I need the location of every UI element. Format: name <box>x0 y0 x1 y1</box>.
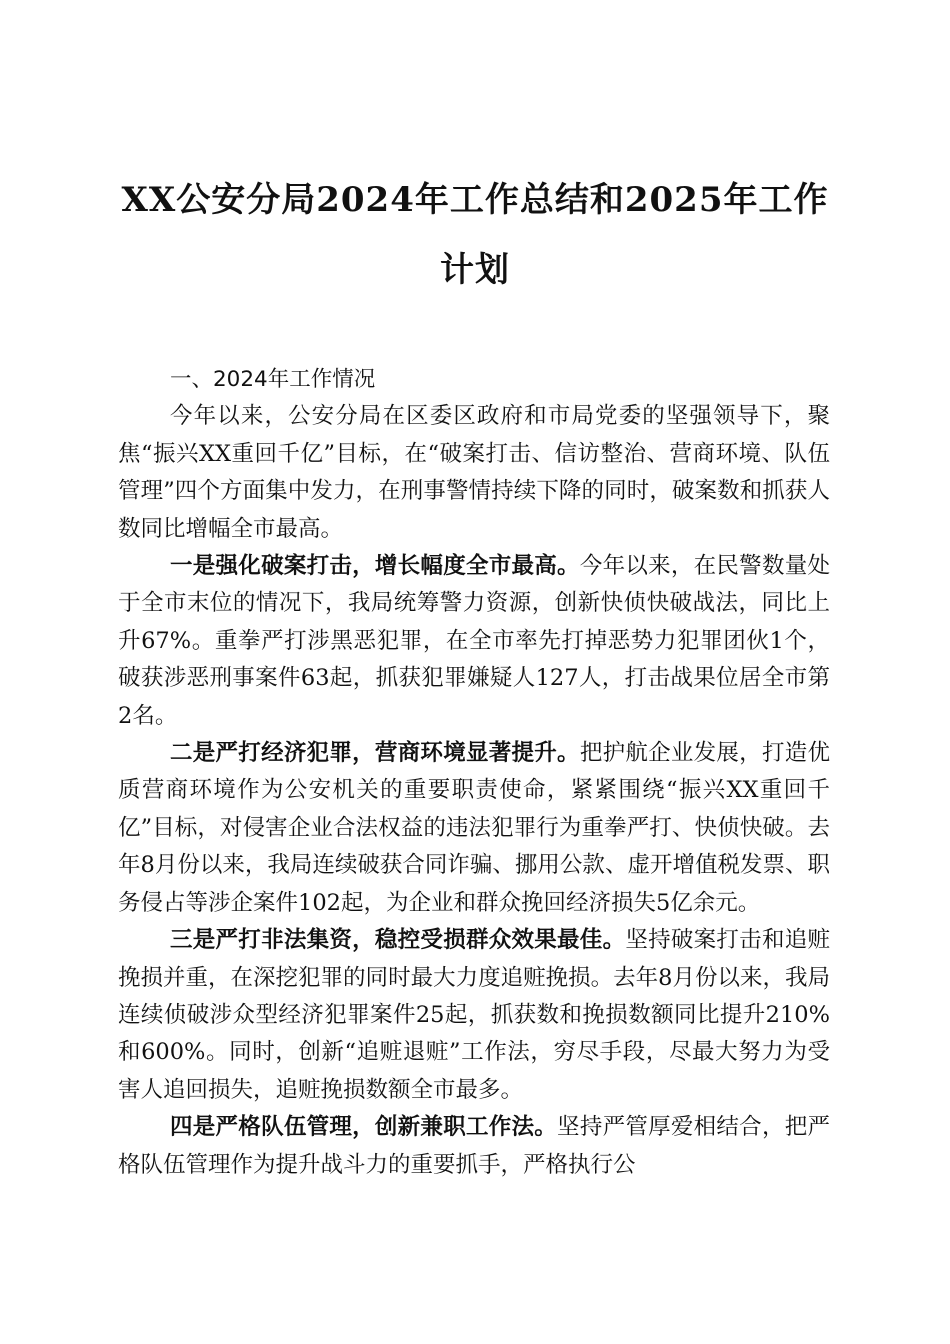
item-lead-4: 四是严格队伍管理，创新兼职工作法。 <box>170 1114 558 1141</box>
item-body-4: 坚持严管厚爱相结合，把严格队伍管理作为提升战斗力的重要抓手，严格执行公 <box>118 1114 830 1178</box>
item-lead-1: 一是强化破案打击，增长幅度全市最高。 <box>170 553 580 580</box>
item-body-2: 把护航企业发展，打造优质营商环境作为公安机关的重要职责使命，紧紧围绕“振兴XX重回千亿”目标，对侵害企业合法权益的违法犯罪行为重拳严打、快侦快破。去年8月份以来，我局连续破获合同诈骗、挪用公款、虚开增值税发票、职务侵占等涉企案件102起，为企业和群众挽回经济损失5亿余元。 <box>118 740 830 916</box>
title-line-2: 计划 <box>440 250 510 290</box>
document-title <box>110 165 840 305</box>
intro-paragraph: 今年以来，公安分局在区委区政府和市局党委的坚强领导下，聚焦“振兴XX重回千亿”目标，在“破案打击、信访整治、营商环境、队伍管理”四个方面集中发力，在刑事警情持续下降的同时，破案数和抓获人数同比增幅全市最高。 <box>118 403 830 542</box>
item-body-1: 今年以来，在民警数量处于全市末位的情况下，我局统筹警力资源，创新快侦快破战法，同比上升67%。重拳严打涉黑恶犯罪，在全市率先打掉恶势力犯罪团伙1个，破获涉恶刑事案件63起，抓获犯罪嫌疑人127人，打击战果位居全市第2名。 <box>118 553 830 729</box>
item-paragraph-1 <box>118 548 830 735</box>
item-lead-3: 三是严打非法集资，稳控受损群众效果最佳。 <box>170 927 626 954</box>
title-line-1: XX公安分局2024年工作总结和2025年工作 <box>121 180 829 220</box>
section-heading: 一、2024年工作情况 <box>170 367 376 392</box>
item-paragraph-2 <box>118 735 830 922</box>
item-lead-2: 二是严打经济犯罪，营商环境显著提升。 <box>170 740 580 767</box>
item-body-3: 坚持破案打击和追赃挽损并重，在深挖犯罪的同时最大力度追赃挽损。去年8月份以来，我局连续侦破涉众型经济犯罪案件25起，抓获数和挽损数额同比提升210%和600%。同时，创新“追赃退赃”工作法，穷尽手段，尽最大努力为受害人追回损失，追赃挽损数额全市最多。 <box>118 927 830 1103</box>
item-paragraph-3 <box>118 922 830 1109</box>
document-body <box>118 361 830 1184</box>
item-paragraph-4 <box>118 1109 830 1184</box>
